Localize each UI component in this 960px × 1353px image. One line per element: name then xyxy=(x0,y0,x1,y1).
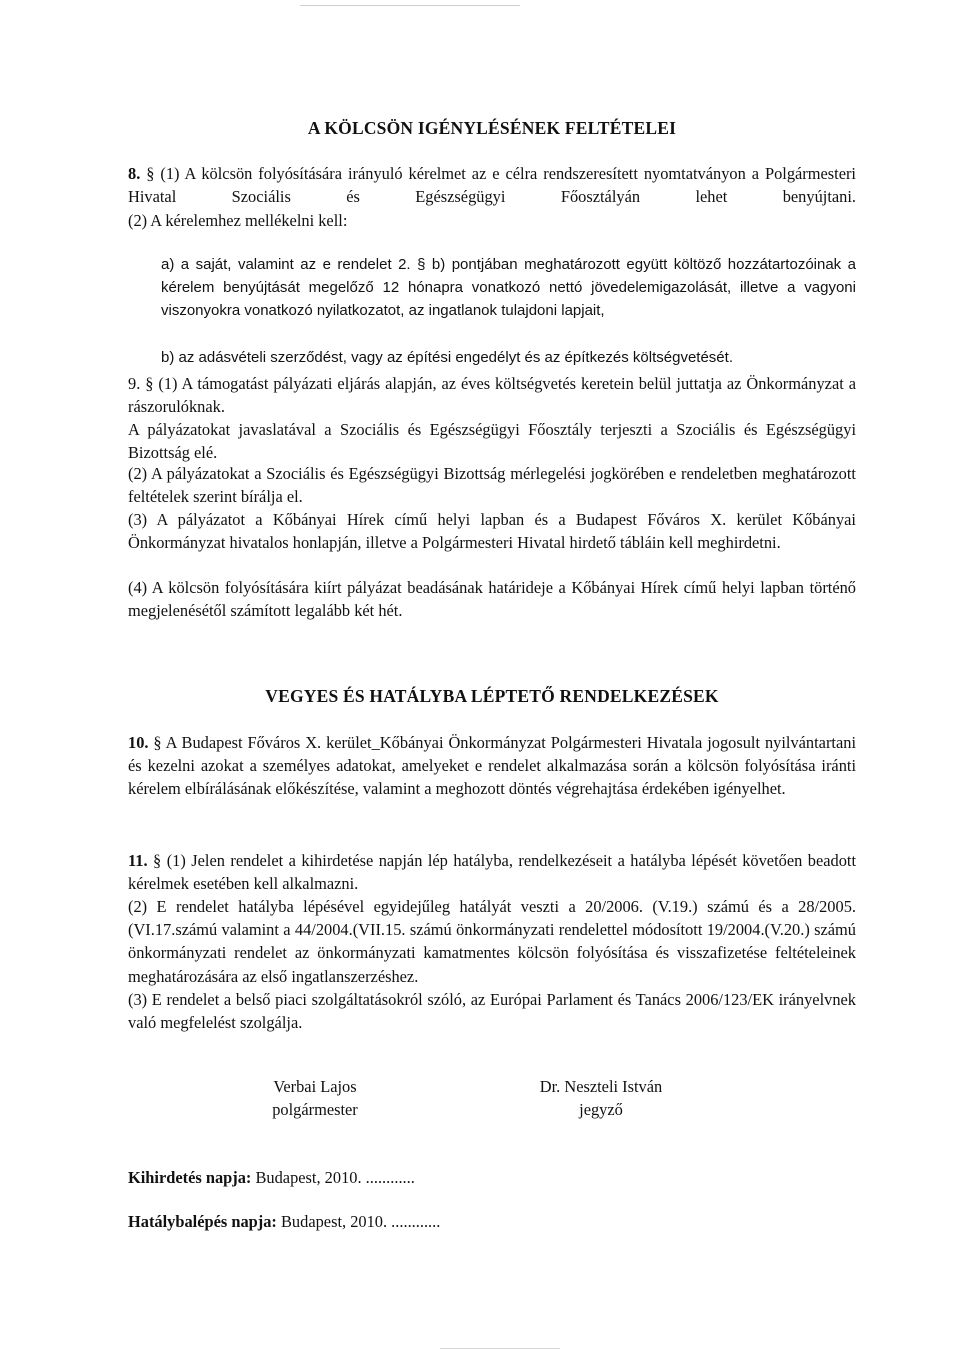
effective-value: Budapest, 2010. ............ xyxy=(276,1212,441,1231)
signature-left xyxy=(230,1075,400,1121)
paragraph-text: § (1) A kölcsön folyósítására irányuló kérelmet az e célra rendszeresített nyomtatványon a Polgármesteri Hivatal Szociális és Egészségügyi Főosztályán lehet benyújtani. xyxy=(128,164,856,207)
list-item-a: a) a saját, valamint az e rendelet 2. § b) pontjában meghatározott együtt költöző hozzátartozóinak a kérelem benyújtását megelőző 12 hónapra vonatkozó nettó jövedelemigazolását, illetve a vagyoni viszonyokra vonatkozó nyilatkozatot, az ingatlanok tulajdoni lapjait, xyxy=(161,256,856,319)
paragraph-10 xyxy=(128,731,856,801)
paragraph-11-3: (3) E rendelet a belső piaci szolgáltatásokról szóló, az Európai Parlament és Tanács 2006/123/EK irányelvnek való megfelelést szolgálja. xyxy=(128,990,856,1033)
signature-title: jegyző xyxy=(579,1100,623,1120)
paragraph-9-3: (3) A pályázatot a Kőbányai Hírek című helyi lapban és a Budapest Főváros X. kerület Kőbányai Önkormányzat hivatalos honlapján, illetve a Polgármesteri Hivatal hirdető tábláin kell meghirdetni. xyxy=(128,510,856,553)
paragraph-number: 10. xyxy=(128,733,149,752)
paragraph-9-4: (4) A kölcsön folyósítására kiírt pályázat beadásának határideje a Kőbányai Hírek című helyi lapban történő megjelenésétől számított legalább két hét. xyxy=(128,578,856,621)
effective-label: Hatálybalépés napja: xyxy=(128,1212,277,1231)
section-title-conditions: A KÖLCSÖN IGÉNYLÉSÉNEK FELTÉTELEI xyxy=(307,118,677,138)
paragraph-9-a: A pályázatokat javaslatával a Szociális és Egészségügyi Főosztály terjeszti a Szociális és Egészségügyi Bizottság elé. xyxy=(128,420,856,463)
promulgation-label: Kihirdetés napja: xyxy=(128,1168,252,1187)
list-item-b: b) az adásvételi szerződést, vagy az építési engedélyt és az építkezés költségvetését. xyxy=(161,349,733,366)
paragraph-number: 9. xyxy=(128,374,141,393)
effective-date xyxy=(128,1210,856,1233)
paragraph-text: § (1) A támogatást pályázati eljárás alapján, az éves költségvetés keretein belül juttatja az Önkormányzat a rászorulóknak. xyxy=(128,374,856,417)
paragraph-text: § A Budapest Főváros X. kerület_Kőbányai Önkormányzat Polgármesteri Hivatala jogosult nyilvántartani és kezelni azokat a személyes adatokat, amelyeket e rendelet alkalmazása során a kölcsön folyósítása iránti kérelem elbírálásának előkészítése, valamint a meghozott döntés végrehajtása érdekében igényelhet. xyxy=(128,733,856,799)
paragraph-8 xyxy=(128,162,856,208)
promulgation-value: Budapest, 2010. ............ xyxy=(251,1168,415,1187)
paragraph-number: 8. xyxy=(128,164,141,183)
promulgation-date xyxy=(128,1166,856,1189)
paragraph-11 xyxy=(128,849,856,895)
paragraph-9 xyxy=(128,372,856,418)
paragraph-text: § (1) Jelen rendelet a kihirdetése napján lép hatályba, rendelkezéseit a hatályba lépését követően beadott kérelmek esetében kell alkalmazni. xyxy=(128,851,856,894)
signature-name: Dr. Neszteli István xyxy=(539,1077,663,1096)
paragraph-11-2: (2) E rendelet hatályba lépésével egyidejűleg hatályát veszti a 20/2006. (V.19.) számú és a 28/2005.(VI.17.számú valamint a 44/2004.(VII.15. számú önkormányzati rendelettel módosított 19/2004.(V.20.) számú önkormányzati rendelet az önkormányzati kamatmentes kölcsön folyósítása és visszafizetése feltételeinek meghatározására az első ingatlanszerzéshez. xyxy=(128,897,856,986)
scan-artifact-top xyxy=(300,5,520,6)
paragraph-number: 11. xyxy=(128,851,148,870)
section-title-miscellaneous: VEGYES ÉS HATÁLYBA LÉPTETŐ RENDELKEZÉSEK xyxy=(265,686,719,706)
paragraph-8-2: (2) A kérelemhez mellékelni kell: xyxy=(128,211,348,230)
signature-right xyxy=(506,1075,696,1121)
signature-name: Verbai Lajos xyxy=(273,1077,357,1096)
scan-artifact-bottom xyxy=(440,1348,560,1349)
paragraph-9-2: (2) A pályázatokat a Szociális és Egészségügyi Bizottság mérlegelési jogkörében e rendeletben meghatározott feltételek szerint bírálja el. xyxy=(128,464,856,507)
signature-title: polgármester xyxy=(272,1100,358,1120)
